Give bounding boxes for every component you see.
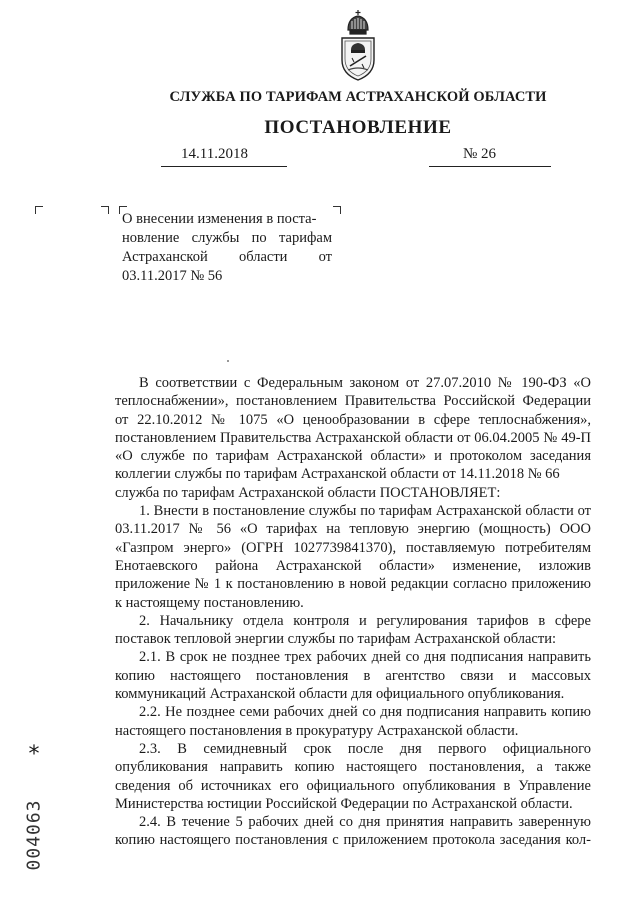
organization-name: СЛУЖБА ПО ТАРИФАМ АСТРАХАНСКОЙ ОБЛАСТИ: [169, 89, 547, 105]
corner-mark: [333, 206, 341, 214]
decree-line: служба по тарифам Астраханской области ПОСТАНОВЛЯЕТ:: [115, 484, 501, 501]
scan-speck: [227, 360, 229, 362]
document-type-title: ПОСТАНОВЛЕНИЕ: [264, 117, 452, 138]
paragraph-2-3: 2.3. В семидневный срок после дня первого официального опубликования направить копию настоящего постановления, а также сведения об источниках его официального опубликования в Управление Министерства юстиции Российской Федерации по Астраханской области.: [115, 740, 591, 812]
paragraph-1: 1. Внести в постановление службы по тарифам Астраханской области от 03.11.2017 № 56 «О тарифах на тепловую энергию (мощность) ООО «Газпром энерго» (ОГРН 1027739841370), поставляемую потребителям Енотаевского района Астраханской области» изменение, изложив приложение № 1 к постановлению в новой редакции согласно приложению к настоящему постановлению.: [115, 503, 591, 611]
serial-stamp: [22, 742, 46, 871]
coat-of-arms-emblem: [336, 8, 380, 84]
document-date-field: [161, 146, 287, 167]
stamp-asterisk: *: [28, 742, 40, 767]
paragraph-2-2: 2.2. Не позднее семи рабочих дней со дня подписания направить копию настоящего постановления в прокуратуру Астраханской области.: [115, 704, 591, 739]
subject-line: О внесении изменения в поста-: [122, 211, 317, 227]
document-date: 14.11.2018: [181, 146, 248, 162]
document-number: № 26: [463, 146, 497, 162]
preamble-paragraph: В соответствии с Федеральным законом от 27.07.2010 № 190-ФЗ «О теплоснабжении», постановлением Правительства Российской Федерации от 22.10.2012 № 1075 «О ценообразовании в сфере теплоснабжения», постановлением Правительства Астраханской области от 06.04.2005 № 49-П «О службе по тарифам Астраханской области» и протоколом заседания коллегии службы по тарифам Астраханской области от 14.11.2018 № 66: [115, 375, 591, 483]
corner-mark: [35, 206, 43, 214]
paragraph-2-1: 2.1. В срок не позднее трех рабочих дней со дня подписания направить копию настоящего постановления в агентство связи и массовых коммуникаций Астраханской области для официального опубликования.: [115, 649, 591, 703]
stamp-serial-number: 004063: [23, 799, 45, 871]
subject-line: 03.11.2017 № 56: [122, 268, 223, 284]
corner-mark: [101, 206, 109, 214]
subject-line: Астраханской области от: [122, 249, 332, 265]
subject-line: новление службы по тарифам: [122, 230, 332, 246]
paragraph-2: 2. Начальнику отдела контроля и регулирования тарифов в сфере поставок тепловой энергии службы по тарифам Астраханской области:: [115, 612, 591, 648]
document-number-field: [429, 146, 551, 167]
paragraph-2-4: 2.4. В течение 5 рабочих дней со дня принятия направить заверенную копию настоящего постановления с приложением протокола заседания кол-: [115, 814, 591, 849]
document-subject: [122, 210, 332, 286]
document-body: [115, 374, 591, 850]
